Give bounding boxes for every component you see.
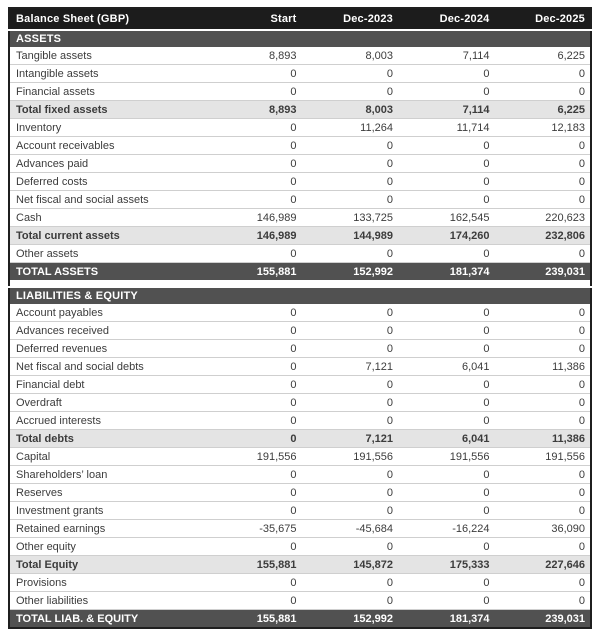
cell-value: 0 [398,191,495,209]
cell-value: 0 [398,538,495,556]
row-label: Deferred costs [9,173,205,191]
cell-value: 0 [302,592,399,610]
row-label: Tangible assets [9,47,205,65]
cell-value: 0 [302,466,399,484]
row-label: Total Equity [9,556,205,574]
cell-value: 145,872 [302,556,399,574]
row-label: Total debts [9,430,205,448]
cell-value: 0 [205,322,302,340]
cell-value: 0 [495,340,592,358]
table-row [9,358,591,376]
cell-value: 220,623 [495,209,592,227]
cell-value: 0 [205,65,302,83]
row-label: Reserves [9,484,205,502]
section-title: LIABILITIES & EQUITY [9,287,591,304]
row-label: Deferred revenues [9,340,205,358]
table-row [9,173,591,191]
cell-value: 174,260 [398,227,495,245]
row-label: Account payables [9,304,205,322]
header-row [9,8,591,30]
row-label: Other assets [9,245,205,263]
cell-value: 7,114 [398,47,495,65]
table-row [9,137,591,155]
cell-value: 0 [205,119,302,137]
cell-value: 0 [495,412,592,430]
row-label: Net fiscal and social assets [9,191,205,209]
row-label: Advances received [9,322,205,340]
cell-value: 0 [398,65,495,83]
cell-value: 0 [205,376,302,394]
table-row [9,376,591,394]
column-header: Dec-2025 [495,8,592,30]
cell-value: 232,806 [495,227,592,245]
cell-value: 6,041 [398,358,495,376]
row-label: Retained earnings [9,520,205,538]
row-label: Capital [9,448,205,466]
cell-value: 8,003 [302,47,399,65]
cell-value: 0 [205,430,302,448]
cell-value: 146,989 [205,209,302,227]
cell-value: 7,121 [302,430,399,448]
cell-value: 0 [302,538,399,556]
table-body [9,30,591,628]
cell-value: 0 [495,173,592,191]
table-row [9,155,591,173]
row-label: Other liabilities [9,592,205,610]
cell-value: 133,725 [302,209,399,227]
cell-value: 6,225 [495,101,592,119]
cell-value: 0 [302,83,399,101]
table-row [9,191,591,209]
cell-value: 152,992 [302,610,399,629]
row-label: Advances paid [9,155,205,173]
cell-value: 0 [302,155,399,173]
section-title: ASSETS [9,30,591,47]
cell-value: 227,646 [495,556,592,574]
cell-value: 36,090 [495,520,592,538]
table-row [9,227,591,245]
cell-value: 0 [398,502,495,520]
cell-value: 0 [398,376,495,394]
spacer-cell [9,280,591,287]
row-label: Accrued interests [9,412,205,430]
cell-value: 0 [302,376,399,394]
table-row [9,322,591,340]
table-row [9,209,591,227]
cell-value: 0 [205,538,302,556]
cell-value: 0 [302,191,399,209]
cell-value: 0 [302,394,399,412]
row-label: Total current assets [9,227,205,245]
cell-value: 0 [398,137,495,155]
table-row [9,556,591,574]
cell-value: 6,225 [495,47,592,65]
row-label: Other equity [9,538,205,556]
table-row [9,340,591,358]
section-header-row [9,30,591,47]
cell-value: 8,893 [205,47,302,65]
cell-value: 8,003 [302,101,399,119]
section-header-row [9,287,591,304]
cell-value: 11,714 [398,119,495,137]
cell-value: 0 [495,137,592,155]
row-label: Financial debt [9,376,205,394]
table-row [9,412,591,430]
cell-value: 7,114 [398,101,495,119]
cell-value: 155,881 [205,610,302,629]
cell-value: 0 [205,592,302,610]
cell-value: -45,684 [302,520,399,538]
cell-value: 152,992 [302,263,399,281]
cell-value: 12,183 [495,119,592,137]
row-label: Overdraft [9,394,205,412]
cell-value: 0 [495,83,592,101]
table-row [9,83,591,101]
cell-value: 0 [205,83,302,101]
row-label: Intangible assets [9,65,205,83]
cell-value: -16,224 [398,520,495,538]
cell-value: 0 [205,191,302,209]
cell-value: 0 [495,155,592,173]
cell-value: 0 [398,394,495,412]
cell-value: 0 [205,412,302,430]
row-label: Provisions [9,574,205,592]
row-label: Financial assets [9,83,205,101]
cell-value: 0 [398,592,495,610]
cell-value: 0 [495,376,592,394]
cell-value: 0 [398,340,495,358]
cell-value: 0 [205,484,302,502]
cell-value: 0 [398,173,495,191]
cell-value: 6,041 [398,430,495,448]
cell-value: 0 [495,592,592,610]
spacer-row [9,280,591,287]
cell-value: 0 [495,191,592,209]
cell-value: 0 [398,155,495,173]
cell-value: 162,545 [398,209,495,227]
cell-value: 0 [205,245,302,263]
row-label: Total fixed assets [9,101,205,119]
cell-value: 239,031 [495,263,592,281]
cell-value: 0 [302,340,399,358]
row-label: Investment grants [9,502,205,520]
cell-value: 0 [302,304,399,322]
cell-value: 191,556 [302,448,399,466]
column-header: Start [205,8,302,30]
cell-value: 0 [205,304,302,322]
cell-value: 11,386 [495,358,592,376]
row-label: Net fiscal and social debts [9,358,205,376]
cell-value: 0 [398,245,495,263]
table-row [9,47,591,65]
row-label: TOTAL ASSETS [9,263,205,281]
row-label: Inventory [9,119,205,137]
table-row [9,466,591,484]
cell-value: 0 [302,502,399,520]
column-header: Dec-2023 [302,8,399,30]
column-header: Dec-2024 [398,8,495,30]
table-row [9,430,591,448]
cell-value: 0 [495,245,592,263]
cell-value: 0 [302,65,399,83]
cell-value: 0 [398,574,495,592]
cell-value: 7,121 [302,358,399,376]
cell-value: 0 [495,574,592,592]
cell-value: 181,374 [398,263,495,281]
table-row [9,484,591,502]
cell-value: 0 [302,137,399,155]
cell-value: 0 [205,358,302,376]
cell-value: 191,556 [495,448,592,466]
row-label: Cash [9,209,205,227]
cell-value: 11,386 [495,430,592,448]
table-row [9,101,591,119]
cell-value: 0 [398,466,495,484]
cell-value: 0 [302,173,399,191]
cell-value: 0 [495,304,592,322]
row-label: Shareholders’ loan [9,466,205,484]
balance-sheet-table [8,7,592,629]
cell-value: 191,556 [205,448,302,466]
cell-value: 146,989 [205,227,302,245]
cell-value: 0 [205,137,302,155]
table-title: Balance Sheet (GBP) [9,8,205,30]
table-row [9,119,591,137]
cell-value: 0 [302,484,399,502]
cell-value: 0 [495,394,592,412]
cell-value: 0 [398,412,495,430]
table-row [9,263,591,281]
cell-value: 0 [302,574,399,592]
cell-value: 181,374 [398,610,495,629]
table-row [9,304,591,322]
cell-value: 239,031 [495,610,592,629]
cell-value: 191,556 [398,448,495,466]
table-row [9,394,591,412]
cell-value: 0 [495,502,592,520]
cell-value: 0 [205,340,302,358]
cell-value: 0 [495,538,592,556]
cell-value: 0 [398,484,495,502]
cell-value: 155,881 [205,263,302,281]
table-row [9,610,591,629]
cell-value: 0 [205,574,302,592]
table-row [9,245,591,263]
cell-value: 155,881 [205,556,302,574]
cell-value: 0 [205,155,302,173]
cell-value: 0 [205,502,302,520]
row-label: TOTAL LIAB. & EQUITY [9,610,205,629]
table-row [9,574,591,592]
cell-value: 175,333 [398,556,495,574]
table-row [9,538,591,556]
table-row [9,502,591,520]
cell-value: 0 [398,322,495,340]
cell-value: -35,675 [205,520,302,538]
cell-value: 0 [302,245,399,263]
cell-value: 0 [205,466,302,484]
cell-value: 0 [495,466,592,484]
table-row [9,520,591,538]
cell-value: 0 [205,173,302,191]
cell-value: 0 [495,65,592,83]
cell-value: 0 [398,83,495,101]
cell-value: 11,264 [302,119,399,137]
cell-value: 0 [495,484,592,502]
row-label: Account receivables [9,137,205,155]
table-row [9,65,591,83]
cell-value: 0 [302,412,399,430]
cell-value: 144,989 [302,227,399,245]
cell-value: 0 [495,322,592,340]
cell-value: 0 [398,304,495,322]
cell-value: 0 [205,394,302,412]
cell-value: 8,893 [205,101,302,119]
table-row [9,448,591,466]
table-row [9,592,591,610]
cell-value: 0 [302,322,399,340]
